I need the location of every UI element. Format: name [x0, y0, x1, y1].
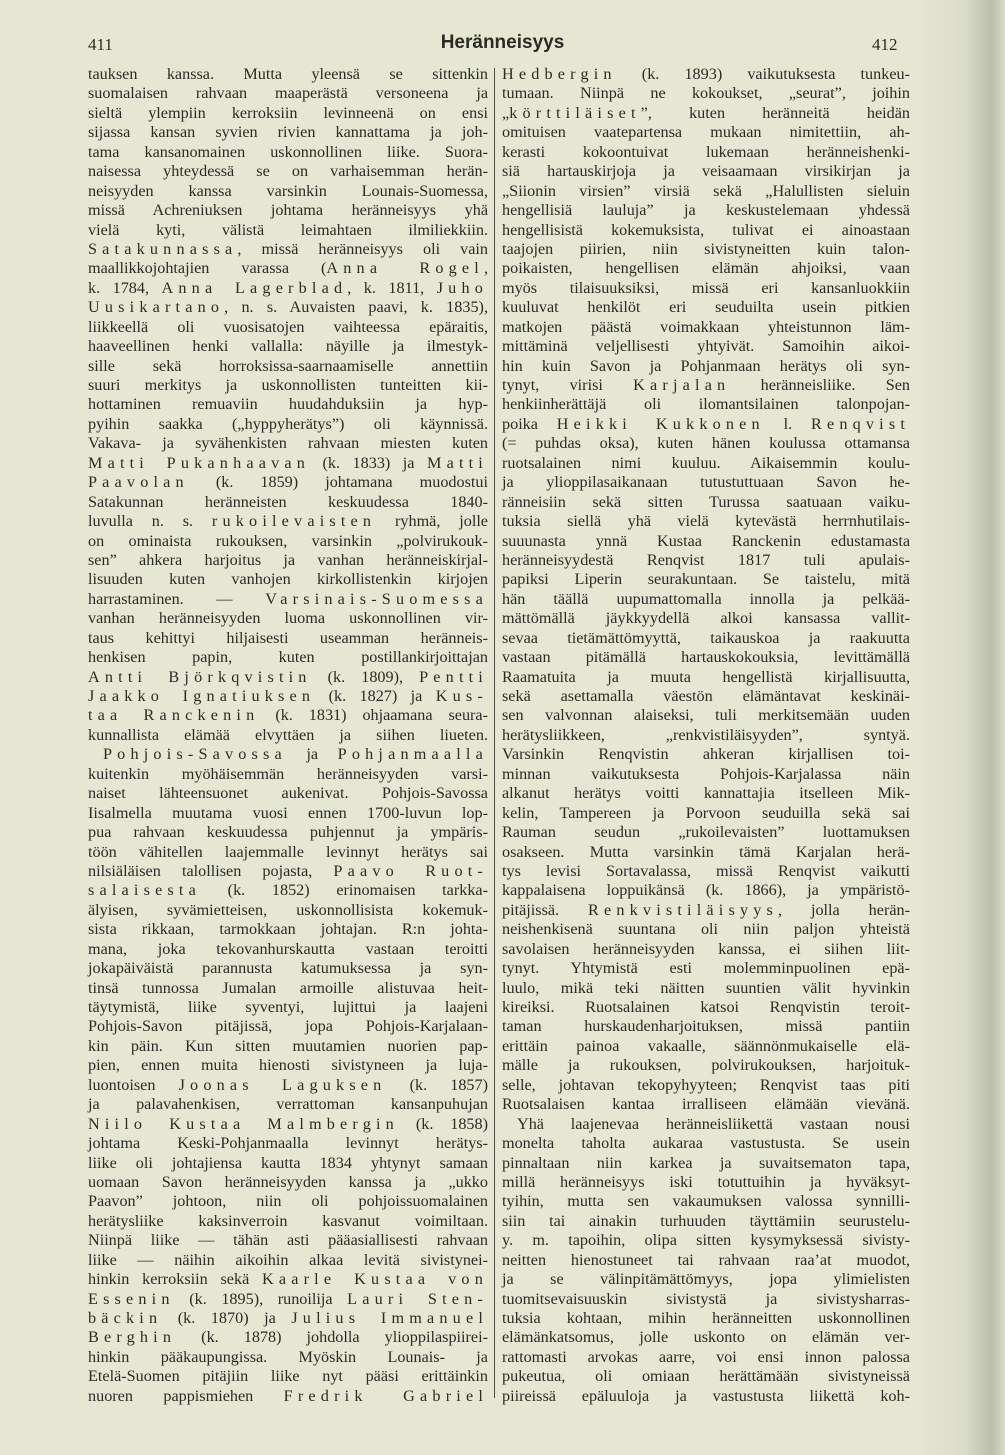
text-line: pinnaltaan niin karkea ja suvaitsematon tapa, — [502, 1153, 910, 1172]
text-line: neitten hienostuneet tai rahvaan raa’at muodot, — [502, 1250, 910, 1269]
text-line: älyisen, syvämietteisen, uskonnollisista kokemuk- — [88, 900, 488, 919]
text-line: millä heränneisyys iski totuttuihin ja hyväksyt- — [502, 1172, 910, 1191]
column-divider — [494, 68, 495, 1398]
text-segment: (k. 1831) ohjaamana seura- — [259, 706, 489, 725]
running-title: Heränneisyys — [440, 32, 565, 53]
text-line: alkanut herätys voitti kannattajia itselleen Mik- — [502, 784, 910, 803]
text-line: pien, ennen muita hienosti sivistyneen ja luja- — [88, 1056, 488, 1075]
text-line: mättömällä jäykkyydellä alkoi kansassa vallit- — [502, 609, 910, 628]
text-line: ja palavahenkisen, verrattoman kansanpuhujan — [88, 1095, 488, 1114]
text-line: hin kuin Savon ja Pohjanmaan herätys oli syn- — [502, 356, 910, 375]
spaced-name: Pohjois-Savossa — [103, 745, 287, 764]
text-segment: hinkin kerroksiin sekä — [88, 1270, 262, 1289]
text-line: sille sekä horroksissa-saarnaamiselle annettiin — [88, 356, 488, 375]
spaced-name: salaisesta — [88, 881, 201, 900]
text-segment: , missä heränneisyys oli vain — [237, 239, 488, 258]
page-edge-shadow — [915, 0, 1005, 1455]
spaced-name: Essenin — [88, 1289, 175, 1308]
text-line: neishenkisenä suuntana oli niin paljon yhteistä — [502, 920, 910, 939]
text-segment: (k. 1878) johdolla ylioppilaspiirei- — [176, 1328, 488, 1347]
left-column-text — [88, 65, 488, 1406]
text-line: papiksi Liperin seurakuntaan. Se taistelu, mitä — [502, 570, 910, 589]
text-line — [88, 1328, 488, 1347]
text-line: erittäin painoa vakaalle, säännönmukaiselle elä- — [502, 1036, 910, 1055]
text-line: sen” ahkera harjoitus ja vanhan heränneiskirjal- — [88, 550, 488, 569]
spaced-name: Heikki Kukkonen — [556, 414, 765, 433]
text-segment: , n. s. Auvaisten paavi, k. 1835), — [224, 298, 488, 317]
text-line: vielä kyti, välistä leimahtaen ilmiliekkiin. — [88, 220, 488, 239]
text-segment: , k. 1811, — [347, 278, 437, 297]
text-line: hengellisistä kokemuksista, tulivat ei ainoastaan — [502, 220, 910, 239]
right-column-text — [502, 65, 910, 1406]
spaced-name: Pohjanmaalla — [337, 745, 488, 764]
text-line: sista rikkaan, tarmokkaan johtajan. R:n johta- — [88, 920, 488, 939]
text-line: tuomitsevaisuuskin sivistystä ja sivistysharras- — [502, 1289, 910, 1308]
text-segment: heränneisliike. Sen — [730, 376, 910, 394]
text-segment: (k. 1893) vaikutuksesta tunkeu- — [616, 65, 910, 83]
text-line: neisyyden kanssa varsinkin Lounais-Suomessa, — [88, 181, 488, 200]
spaced-name: taa Ranckenin — [88, 706, 260, 725]
text-segment: (k. 1857) — [386, 1075, 489, 1094]
text-line: minnan vaikutuksesta Pohjois-Karjalassa näin — [502, 764, 910, 783]
text-line: kuuluvat henkilöt eri seuduilta usein pitkien — [502, 298, 910, 317]
text-line: tys levisi Sortavalassa, missä Renqvist vaikutti — [502, 861, 910, 880]
text-line: tyihin, mutta sen vakaumuksen valossa synnilli- — [502, 1192, 910, 1211]
text-line: mana, joka tekovanhurskautta vastaan teroitti — [88, 939, 488, 958]
text-line: kunnallista elämää elvyttäen ja siihen liueten. — [88, 725, 488, 744]
text-line: herätysliike kaksinverroin kasvanut voimiltaan. — [88, 1211, 488, 1230]
text-line: liike — näihin aikoihin alkaa levitä sivistynei- — [88, 1250, 488, 1269]
text-line — [88, 1076, 488, 1095]
spaced-name: Pentti — [419, 667, 488, 686]
text-line — [88, 1115, 488, 1134]
text-segment: nuoren pappismiehen — [88, 1386, 284, 1405]
text-line: vanhan heränneisyyden luoma uskonnollinen vir- — [88, 609, 488, 628]
text-line: lisuuden kuten vanhojen kirkollistenkin kirjojen — [88, 570, 488, 589]
text-line: missä Achreniuksen johtama heränneisyys yhä — [88, 201, 488, 220]
text-segment: Yhä laajenevaa heränneisliikettä vastaan nousi — [517, 1114, 910, 1133]
text-line: sijassa kansan syvien rivien kannattama ja joh- — [88, 123, 488, 142]
text-segment: nilsiäläisen talollisen pojasta, — [88, 861, 334, 880]
text-segment: (k. 1852) erinomaisen tarkka- — [200, 881, 488, 900]
text-line: omituisen vaatepartensa mukaan nimitettiin, ah- — [502, 123, 910, 142]
text-line: Raamatuita ja muuta hengellistä kirjallisuutta, — [502, 667, 910, 686]
text-segment: l. — [764, 414, 811, 433]
text-line: uomaan Savon heränneisyyden kanssa ja „ukko — [88, 1172, 488, 1191]
text-line: tama kansanomainen uskonnollinen liike. Suora- — [88, 142, 488, 161]
spaced-name: Julius Immanuel — [291, 1309, 488, 1327]
text-line — [88, 706, 488, 725]
spaced-name: Renkvistiläisyys — [588, 900, 778, 919]
text-segment: luontoisen — [88, 1075, 179, 1094]
text-line — [88, 454, 488, 473]
text-line: johtama Keski-Pohjanmaalla levinnyt herätys- — [88, 1134, 488, 1153]
text-line: hinkin pääkaupungissa. Myöskin Lounais- ja — [88, 1347, 488, 1366]
spaced-name: Matti Pukanhaavan — [88, 453, 311, 472]
text-line: tynyt. Yhtymistä esti molemminpuolinen epä- — [502, 959, 910, 978]
spaced-name: Renqvist — [810, 414, 910, 433]
text-segment: (k. 1809), — [311, 667, 420, 686]
text-line: Niinpä liike — tähän asti pääasiallisesti rahvaan — [88, 1231, 488, 1250]
text-line: poikaisten, hengellisen elämän ahjoiksi, vaan — [502, 259, 910, 278]
spaced-name: Juho — [436, 278, 489, 297]
text-line: hottaminen remuaviin huudahduksiin ja hyp- — [88, 395, 488, 414]
text-line: tauksen kanssa. Mutta yleensä se sittenkin — [88, 65, 488, 83]
text-line: jokapäiväistä parannusta katumuksessa ja syn- — [88, 959, 488, 978]
text-line — [88, 1270, 488, 1289]
text-line: rattomasti arvokas aarre, voi ensi innon palossa — [502, 1347, 910, 1366]
text-line: herätysliikkeen, „renkvistiläisyyden”, syntyä. — [502, 725, 910, 744]
text-line: savolaisen heränneisyyden kanssa, ei siihen liit- — [502, 939, 910, 958]
text-segment: ”, kuten heränneitä heidän — [640, 103, 910, 122]
text-line — [88, 1387, 488, 1406]
text-line: tumaan. Niinpä ne kokoukset, „seurat”, joihin — [502, 84, 910, 103]
spaced-name: Varsinais-Suomessa — [265, 589, 488, 608]
text-segment: , — [483, 259, 488, 278]
text-line: taajojen piirien, niin sivistyneitten kuin talon- — [502, 239, 910, 258]
text-line: siin tai ainakin turhuuden täyttämiin seurustelu- — [502, 1211, 910, 1230]
spaced-name: Anna Rogel — [326, 259, 484, 278]
text-segment: , jolla herän- — [778, 900, 910, 919]
text-line — [88, 259, 488, 278]
text-line — [88, 881, 488, 900]
text-line — [88, 668, 488, 687]
text-line: sen valvonnan alaiseksi, tuli merkitsemään uuden — [502, 706, 910, 725]
text-line — [88, 512, 488, 531]
spaced-name: Kus- — [435, 687, 488, 705]
text-line — [88, 240, 488, 259]
text-line: osakseen. Mutta varsinkin tämä Karjalan herä- — [502, 842, 910, 861]
text-line: henkisen papin, kuten postillankirjoittajan — [88, 648, 488, 667]
spaced-name: Karjalan — [633, 376, 731, 394]
text-segment: luvulla n. s. — [88, 512, 212, 531]
text-line: ja se välinpitämättömyys, jopa ylimielisten — [502, 1270, 910, 1289]
text-segment: (k. 1858) — [398, 1114, 489, 1133]
text-line: y. m. tapoihin, olipa sitten kysymyksessä sivisty- — [502, 1231, 910, 1250]
spaced-name: rukoilevaisten — [211, 512, 377, 531]
text-line: pukeutua, oli omiaan herättämään sivistyneissä — [502, 1367, 910, 1386]
text-line: naisessa yhteydessä se on varhaisemman herän- — [88, 162, 488, 181]
text-line: elämänkatsomus, jolle uskonto on elämän ver- — [502, 1328, 910, 1347]
text-line: Paavon” johtoon, niin oli pohjoissuomalainen — [88, 1192, 488, 1211]
text-line — [502, 901, 910, 920]
text-line: mittäminä veljellisesti yhtyivät. Samoihin aikoi- — [502, 337, 910, 356]
spaced-name: Berghin — [88, 1328, 177, 1347]
text-line: vastaan pitämällä hartauskokouksia, levittämällä — [502, 648, 910, 667]
text-segment: „ — [502, 103, 510, 122]
text-line: kin päin. Kun sitten muutamien nuorien pap- — [88, 1036, 488, 1055]
text-line: Pohjois-Savon pitäjissä, jopa Pohjois-Karjalaan- — [88, 1017, 488, 1036]
text-line: (= puhdas oksa), kuten hänen koulussa ottamansa — [502, 434, 910, 453]
text-line: luulo, mikä teki näitten suuntien välit hyvinkin — [502, 978, 910, 997]
text-line — [88, 298, 488, 317]
text-line: henkiinherättäjä oli ilomantsilainen talonpojan- — [502, 395, 910, 414]
text-segment: (k. 1870) ja — [162, 1309, 292, 1327]
text-line: taus kehittyi hiljaisesti useamman heränneis- — [88, 628, 488, 647]
text-segment: (k. 1827) ja — [315, 687, 436, 705]
text-line: heränneisyydestä Renqvist 1817 tuli apulais- — [502, 550, 910, 569]
text-segment: ryhmä, jolle — [376, 512, 488, 531]
text-line: naiset lähteensuonet aukenivat. Pohjois-Savossa — [88, 784, 488, 803]
text-line — [88, 590, 488, 609]
text-line: täytymistä, liike syventyi, lujittui ja laajeni — [88, 998, 488, 1016]
text-segment: ja — [286, 745, 338, 764]
text-line — [88, 745, 488, 764]
text-line: ja ylioppilasaikanaan tutustuttuaan Savon he- — [502, 473, 910, 492]
spaced-name: Jaakko Ignatiuksen — [88, 687, 316, 705]
text-segment: maallikkojohtajien varassa ( — [88, 259, 327, 278]
text-line: matkojen päästä voimakkaan yhteistunnon läm- — [502, 317, 910, 336]
text-line: Satakunnan heränneisten keskuudessa 1840- — [88, 492, 488, 511]
text-line: tuksia kohtaan, mihin heränneitten uskonnollinen — [502, 1309, 910, 1327]
text-line: liikkeellä oli vuosisatojen vaihteessa epäraitis, — [88, 317, 488, 336]
text-line — [88, 473, 488, 492]
text-line: haaveellinen henki vallalla: näyille ja ilmestyk- — [88, 337, 488, 356]
text-line: Etelä-Suomen pitäjiin liike nyt pääsi erittäinkin — [88, 1367, 488, 1386]
text-segment: (k. 1833) ja — [310, 453, 427, 472]
text-segment: k. 1784, — [88, 278, 162, 297]
text-line: on ominaista rukouksen, varsinkin „polvirukouk- — [88, 531, 488, 550]
spaced-name: Uusikartano — [88, 298, 225, 317]
text-segment: poika — [502, 414, 557, 433]
text-line: kireiksi. Ruotsalainen katsoi Renqvistin teroit- — [502, 998, 910, 1016]
text-line — [502, 104, 910, 123]
text-line — [88, 1309, 488, 1328]
text-line: Vakava- ja syvähenkisten rahvaan miesten kuten — [88, 434, 488, 453]
text-line: kappalaisena loppuikänsä (k. 1866), ja ympäristö- — [502, 881, 910, 900]
text-line: mälle ja rukouksen, polvirukouksen, harjoituk- — [502, 1056, 910, 1075]
text-line: taman hurskaudenharjoituksen, missä pantiin — [502, 1017, 910, 1036]
text-line: Iisalmella muutama vuosi ennen 1700-luvun lop- — [88, 803, 488, 822]
spaced-name: Anna Lagerblad — [161, 278, 348, 297]
text-line: „Siionin virsien” virsiä sekä „Halullisten sieluin — [502, 181, 910, 200]
spaced-name: Hedbergin — [502, 65, 617, 83]
text-line: Ruotsalaisen kantaa irralliseen elämään vievänä. — [502, 1095, 910, 1114]
text-line: liike oli johtajiensa kautta 1834 yhtynyt samaan — [88, 1153, 488, 1172]
text-line: hengellisiä lauluja” ja keskustelemaan yhdessä — [502, 201, 910, 220]
spaced-name: Niilo Kustaa Malmbergin — [88, 1114, 399, 1133]
text-line: tuksia siellä yhä vielä kytevästä herrnhutilais- — [502, 512, 910, 531]
text-line: suuri merkitys ja uskonnollisten tunteitten kii- — [88, 376, 488, 394]
text-line — [502, 376, 910, 395]
text-line: suuunasta ynnä Kustaa Ranckenin edustamasta — [502, 531, 910, 550]
text-line: sieltä ylempiin kerroksiin levinneenä on ensi — [88, 103, 488, 122]
spaced-name: Satakunnassa — [88, 239, 238, 258]
text-line — [502, 415, 910, 434]
text-line: kelin, Tampereen ja Porvoon seuduilla sekä sai — [502, 803, 910, 822]
spaced-name: körttiläiset — [509, 103, 641, 122]
text-line: ruotsalainen nimi kuuluu. Aikaisemmin koulu- — [502, 453, 910, 472]
text-segment: (k. 1895), runoilija — [174, 1289, 348, 1308]
spaced-name: Fredrik Gabriel — [283, 1386, 489, 1405]
text-line: siä hartauskirjoja ja veisaamaan virsikirjan ja — [502, 162, 910, 181]
spaced-name: Paavo Ruot- — [333, 861, 488, 880]
spaced-name: Paavolan — [88, 473, 189, 492]
text-segment: harrastaminen. — — [88, 589, 266, 608]
text-line: tinsä tunnossa Jumalan armoille alistuvaa heit- — [88, 978, 488, 997]
text-line: töön vähitellen laajemmalle levinnyt herätys sai — [88, 842, 488, 861]
text-line: sekä asettamalla väestön elämäntavat keskinäi- — [502, 687, 910, 705]
text-line: Varsinkin Renqvistin ahkeran kirjallisen toi- — [502, 745, 910, 764]
text-line: suomalaisen rahvaan maaperästä versoneena ja — [88, 84, 488, 103]
text-line: pyihin saakka („hyppyherätys”) oli käynnissä. — [88, 414, 488, 433]
spaced-name: Matti — [427, 453, 488, 472]
text-line — [88, 279, 488, 298]
text-line: pua rahvaan keskuudessa puhjennut ja ympäris- — [88, 823, 488, 842]
text-line: selle, johtavan tekopyhyyteen; Renqvist taas piti — [502, 1075, 910, 1094]
page-number-left: 411 — [88, 35, 113, 54]
text-line: Rauman seudun „rukoilevaisten” luottamuksen — [502, 823, 910, 842]
text-line: piireissä epäluuloja ja vastustusta liikettä koh- — [502, 1386, 910, 1405]
spaced-name: Kaarle Kustaa von — [262, 1270, 488, 1289]
text-segment: (k. 1859) johtamana muodostui — [188, 473, 488, 492]
spaced-name: bäckin — [88, 1309, 163, 1327]
text-line: kerasti kokoontuivat lukemaan heränneishenki- — [502, 142, 910, 161]
text-line: kuitenkin myöhäisemmän heränneisyyden varsi- — [88, 764, 488, 783]
text-segment: tynyt, virisi — [502, 376, 634, 394]
text-line — [88, 862, 488, 881]
text-line: ränneisiin sekä sitten Turussa saatuaan vaiku- — [502, 492, 910, 511]
text-line: monelta taholta aukaraa vastustusta. Se usein — [502, 1134, 910, 1153]
text-line — [502, 1115, 910, 1134]
text-line — [88, 1290, 488, 1309]
text-line — [502, 65, 910, 84]
text-line — [88, 687, 488, 706]
text-segment: pitäjissä. — [502, 900, 589, 919]
text-line: hän täällä uupumattomalla innolla ja pelkää- — [502, 589, 910, 608]
page-number-right: 412 — [872, 35, 898, 54]
text-line: sevaa tietämättömyyttä, taikauskoa ja raakuutta — [502, 628, 910, 647]
spaced-name: Joonas Laguksen — [178, 1075, 387, 1094]
spaced-name: Antti Björkqvistin — [88, 667, 312, 686]
spaced-name: Lauri Sten- — [347, 1289, 488, 1308]
text-line: myös tilaisuuksiksi, missä eri kansanluokkiin — [502, 278, 910, 297]
